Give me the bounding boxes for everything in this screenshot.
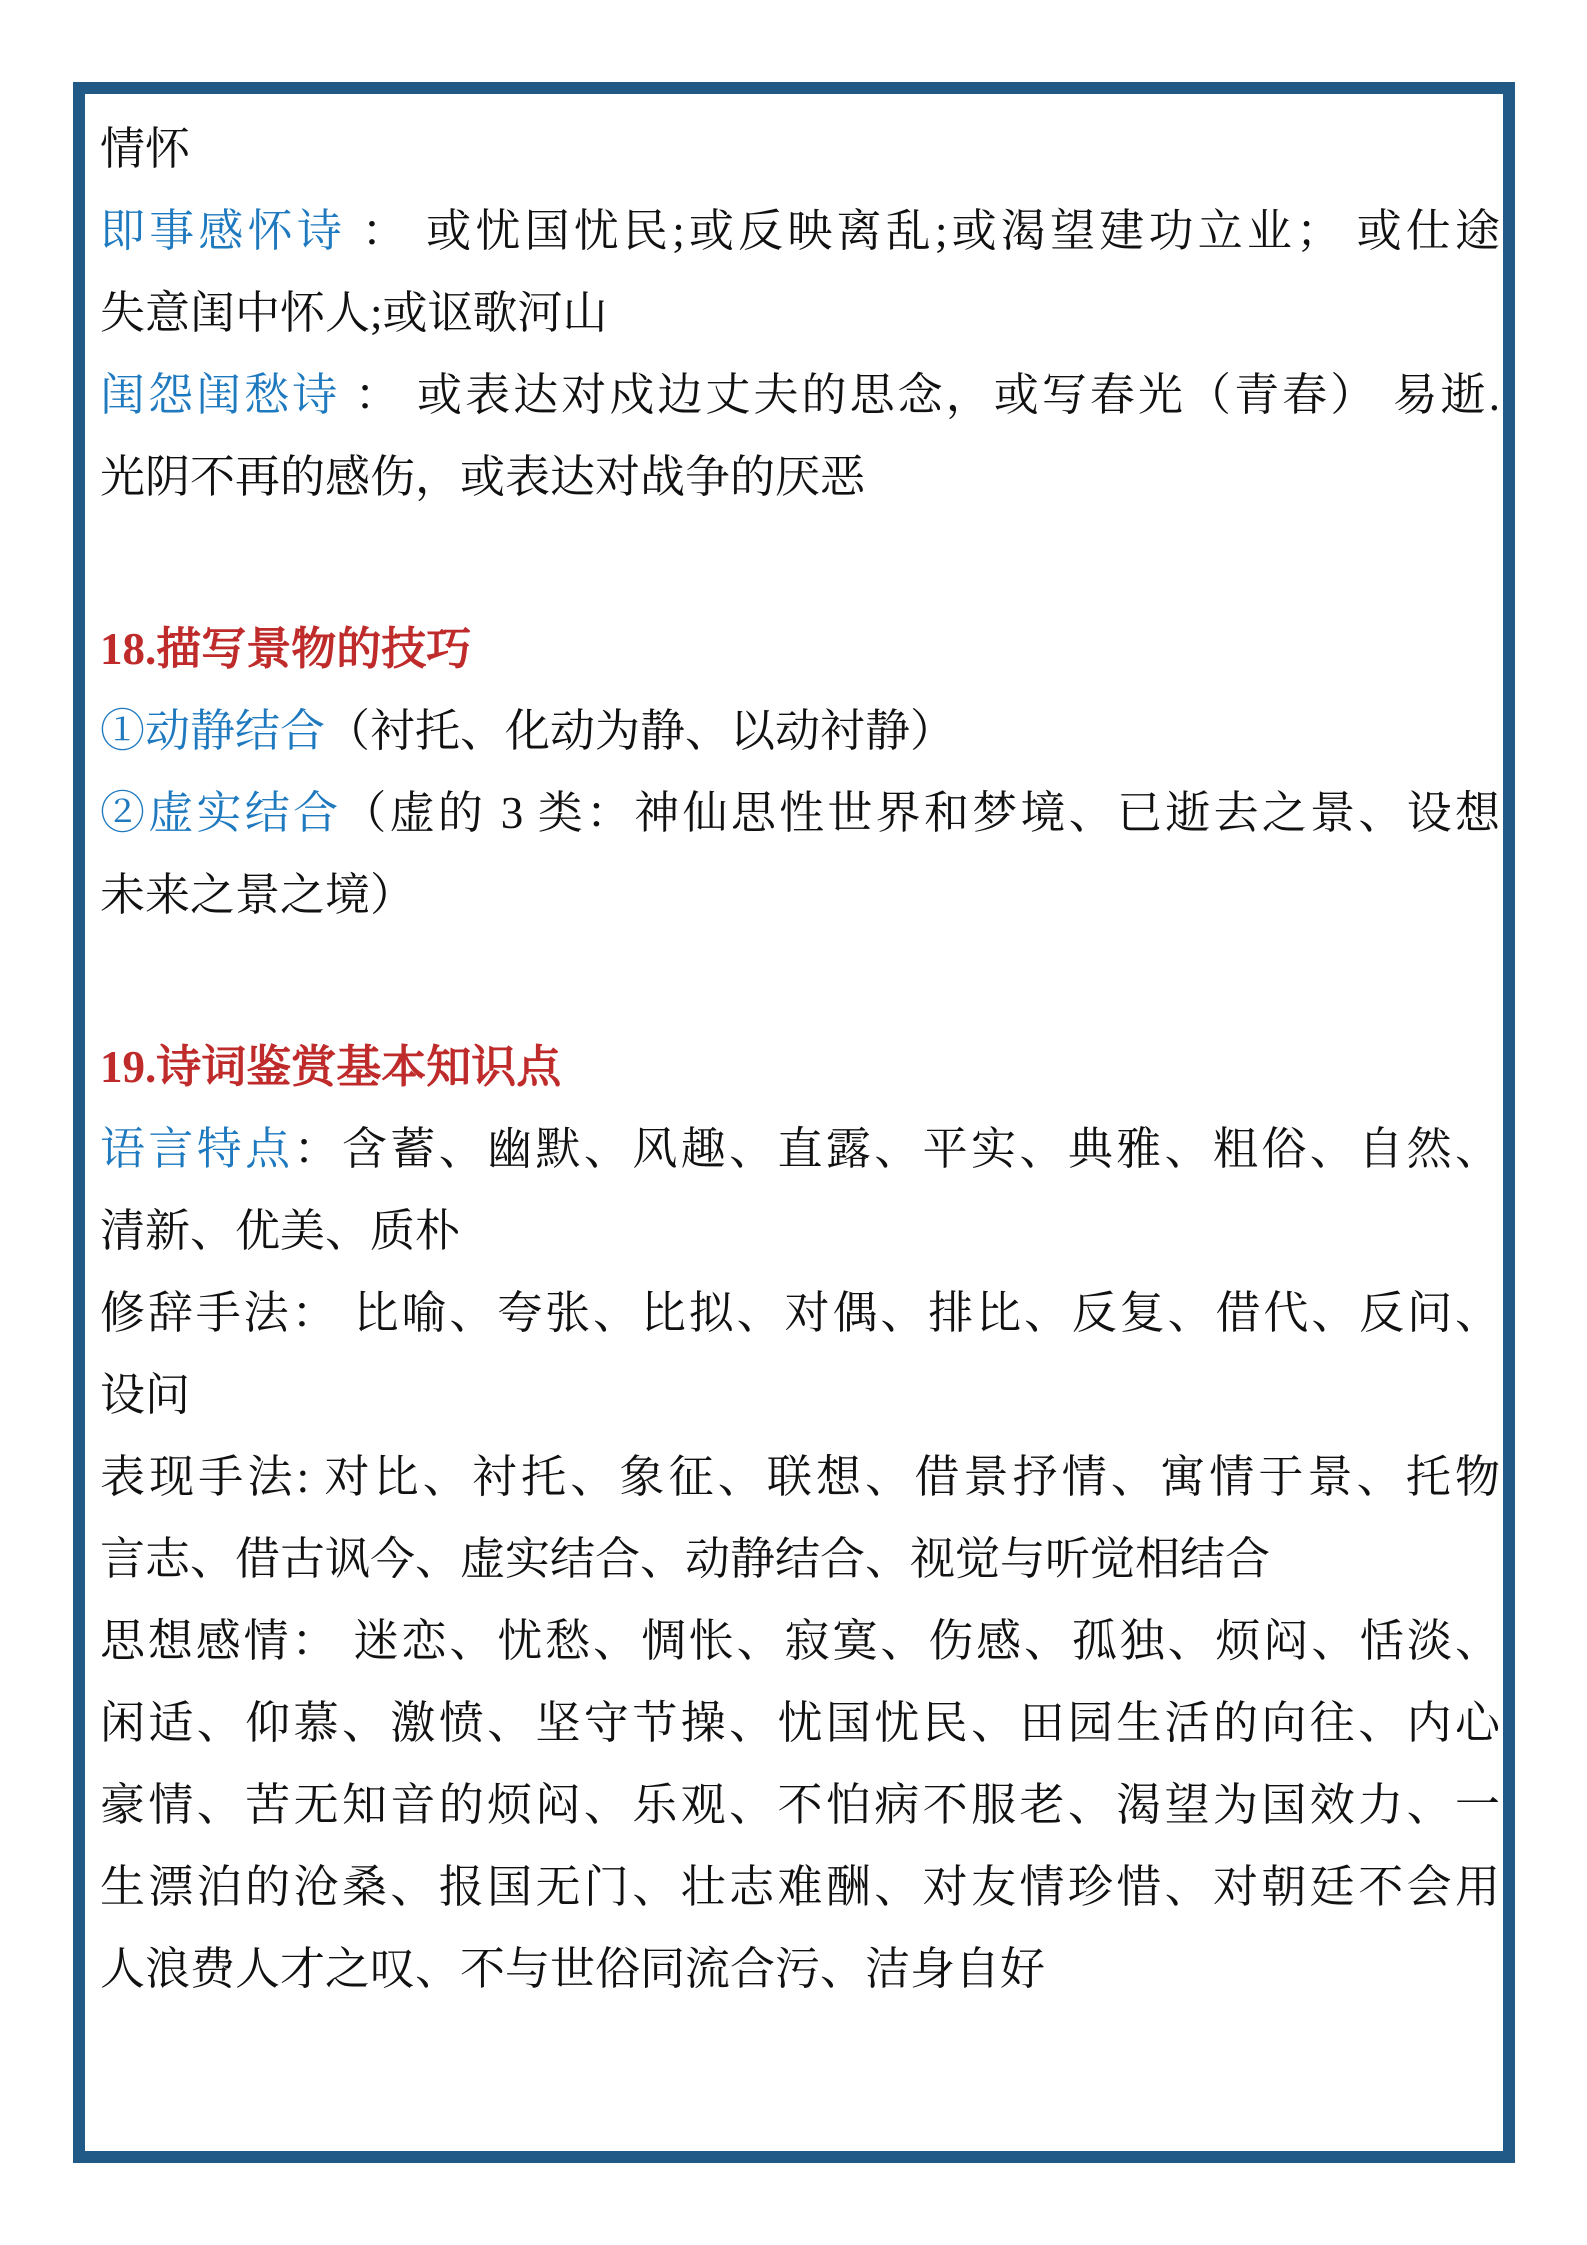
term-highlight: ①动静结合 [100,706,326,756]
text-segment: 言志、借古讽今、虚实结合、动静结合、视觉与听觉相结合 [100,1534,1271,1584]
text-segment: 闲适、仰慕、激愤、坚守节操、忧国忧民、田园生活的向往、内心 [100,1698,1500,1748]
text-line [100,1928,1500,2010]
text-segment: 设问 [100,1370,191,1420]
text-line [100,1190,1500,1272]
text-segment: （衬托、化动为静、以动衬静） [325,706,956,756]
text-line [100,1272,1500,1354]
text-line [100,854,1500,936]
text-line [100,1682,1500,1764]
section-heading-text: 19.诗词鉴赏基本知识点 [100,1042,562,1092]
text-segment: ： 或表达对戍边丈夫的思念，或写春光（青春） 易逝. [340,370,1500,420]
text-segment: 表现手法: 对比、衬托、象征、联想、借景抒情、寓情于景、托物 [100,1452,1500,1502]
text-segment: 清新、优美、质朴 [100,1206,461,1256]
term-highlight: ②虚实结合 [100,788,342,838]
text-segment: 人浪费人才之叹、不与世俗同流合污、洁身自好 [100,1944,1046,1994]
text-line [100,1600,1500,1682]
document-content [85,94,1503,2010]
text-line [100,108,1500,190]
text-segment: 情怀 [100,124,191,174]
term-highlight: 即事感怀诗 [100,206,347,256]
text-segment: 思想感情： 迷恋、忧愁、惆怅、寂寞、伤感、孤独、烦闷、恬淡、 [100,1616,1500,1666]
text-segment: ： 或忧国忧民;或反映离乱;或渴望建功立业； 或仕途 [346,206,1500,256]
text-line [100,1518,1500,1600]
text-line [100,1764,1500,1846]
section-heading-line [100,1026,1500,1108]
text-segment: 生漂泊的沧桑、报国无门、壮志难酬、对友情珍惜、对朝廷不会用 [100,1862,1500,1912]
text-line [100,690,1500,772]
text-line [100,1436,1500,1518]
section-heading-line [100,608,1500,690]
text-line [100,1108,1500,1190]
text-segment: （虚的 3 类：神仙思性世界和梦境、已逝去之景、设想 [341,788,1500,838]
text-segment: 豪情、苦无知音的烦闷、乐观、不怕病不服老、渴望为国效力、一 [100,1780,1500,1830]
text-line [100,272,1500,354]
text-segment: 光阴不再的感伤，或表达对战争的厌恶 [100,452,866,502]
text-segment: ：含蓄、幽默、风趣、直露、平实、典雅、粗俗、自然、 [293,1124,1500,1174]
text-line [100,1846,1500,1928]
term-highlight: 闺怨闺愁诗 [100,370,341,420]
text-segment: 修辞手法： 比喻、夸张、比拟、对偶、排比、反复、借代、反问、 [100,1288,1500,1338]
text-line [100,354,1500,436]
text-line [100,772,1500,854]
text-line [100,436,1500,518]
section-heading-text: 18.描写景物的技巧 [100,624,472,674]
text-line [100,190,1500,272]
term-highlight: 语言特点 [100,1124,294,1174]
text-segment: 失意闺中怀人;或讴歌河山 [100,288,608,338]
text-line [100,1354,1500,1436]
text-segment: 未来之景之境） [100,870,416,920]
page-border-frame [73,82,1515,2163]
